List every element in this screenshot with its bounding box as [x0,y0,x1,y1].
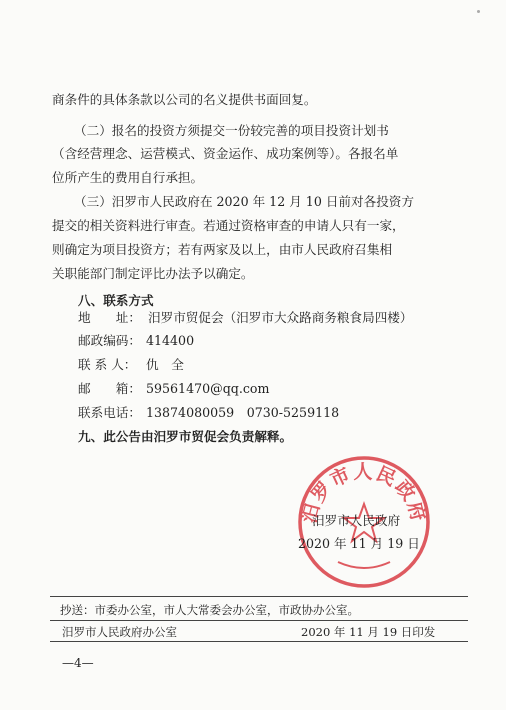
contact-person-value: 仇 全 [146,357,184,372]
scan-mark [477,10,480,13]
body-line-6: 提交的相关资料进行审查。若通过资格审查的申请人只有一家， [52,218,405,233]
body-line-5: （三）汨罗市人民政府在 2020 年 12 月 10 日前对各投资方 [74,194,414,209]
page-number: —4— [62,656,94,670]
email-value: 59561470@qq.com [146,381,270,396]
seal-text: 汨罗市人民政府 [298,461,430,526]
address-value: 汨罗市贸促会（汨罗市大众路商务粮食局四楼） [148,310,413,325]
phone-value: 13874080059 0730-5259118 [146,405,340,420]
body-line-1: 商条件的具体条款以公司的名义提供书面回复。 [52,92,317,107]
body-line-7: 则确定为项目投资方；若有两家及以上，由市人民政府召集相 [52,242,393,257]
section-8-heading: 八、联系方式 [78,293,154,308]
phone-label: 联系电话： [78,405,141,420]
contact-person-label: 联 系 人： [78,357,137,372]
cc-line: 抄送：市委办公室，市人大常委会办公室，市政协办公室。 [60,603,359,617]
body-line-8: 关职能部门制定评比办法予以确定。 [52,266,254,281]
footer-rule-bottom [50,641,468,642]
footer-rule-top [50,596,468,597]
postcode-value: 414400 [146,333,195,348]
email-label: 邮 箱： [78,381,141,396]
body-line-4: 位所产生的费用自行承担。 [52,170,204,185]
footer-rule-middle [50,620,468,621]
body-line-3: （含经营理念、运营模式、资金运作、成功案例等）。各报名单 [52,146,399,161]
postcode-label: 邮政编码： [78,333,141,348]
signature-date: 2020 年 11 月 19 日 [298,536,420,551]
issuer: 汨罗市人民政府办公室 [62,625,177,639]
section-9-heading: 九、此公告由汨罗市贸促会负责解释。 [78,429,293,444]
issue-date: 2020 年 11 月 19 日印发 [301,625,436,639]
body-line-2: （二）报名的投资方须提交一份较完善的项目投资计划书 [74,123,389,138]
address-label: 地 址： [78,310,141,325]
signature-org: 汨罗市人民政府 [312,513,401,528]
